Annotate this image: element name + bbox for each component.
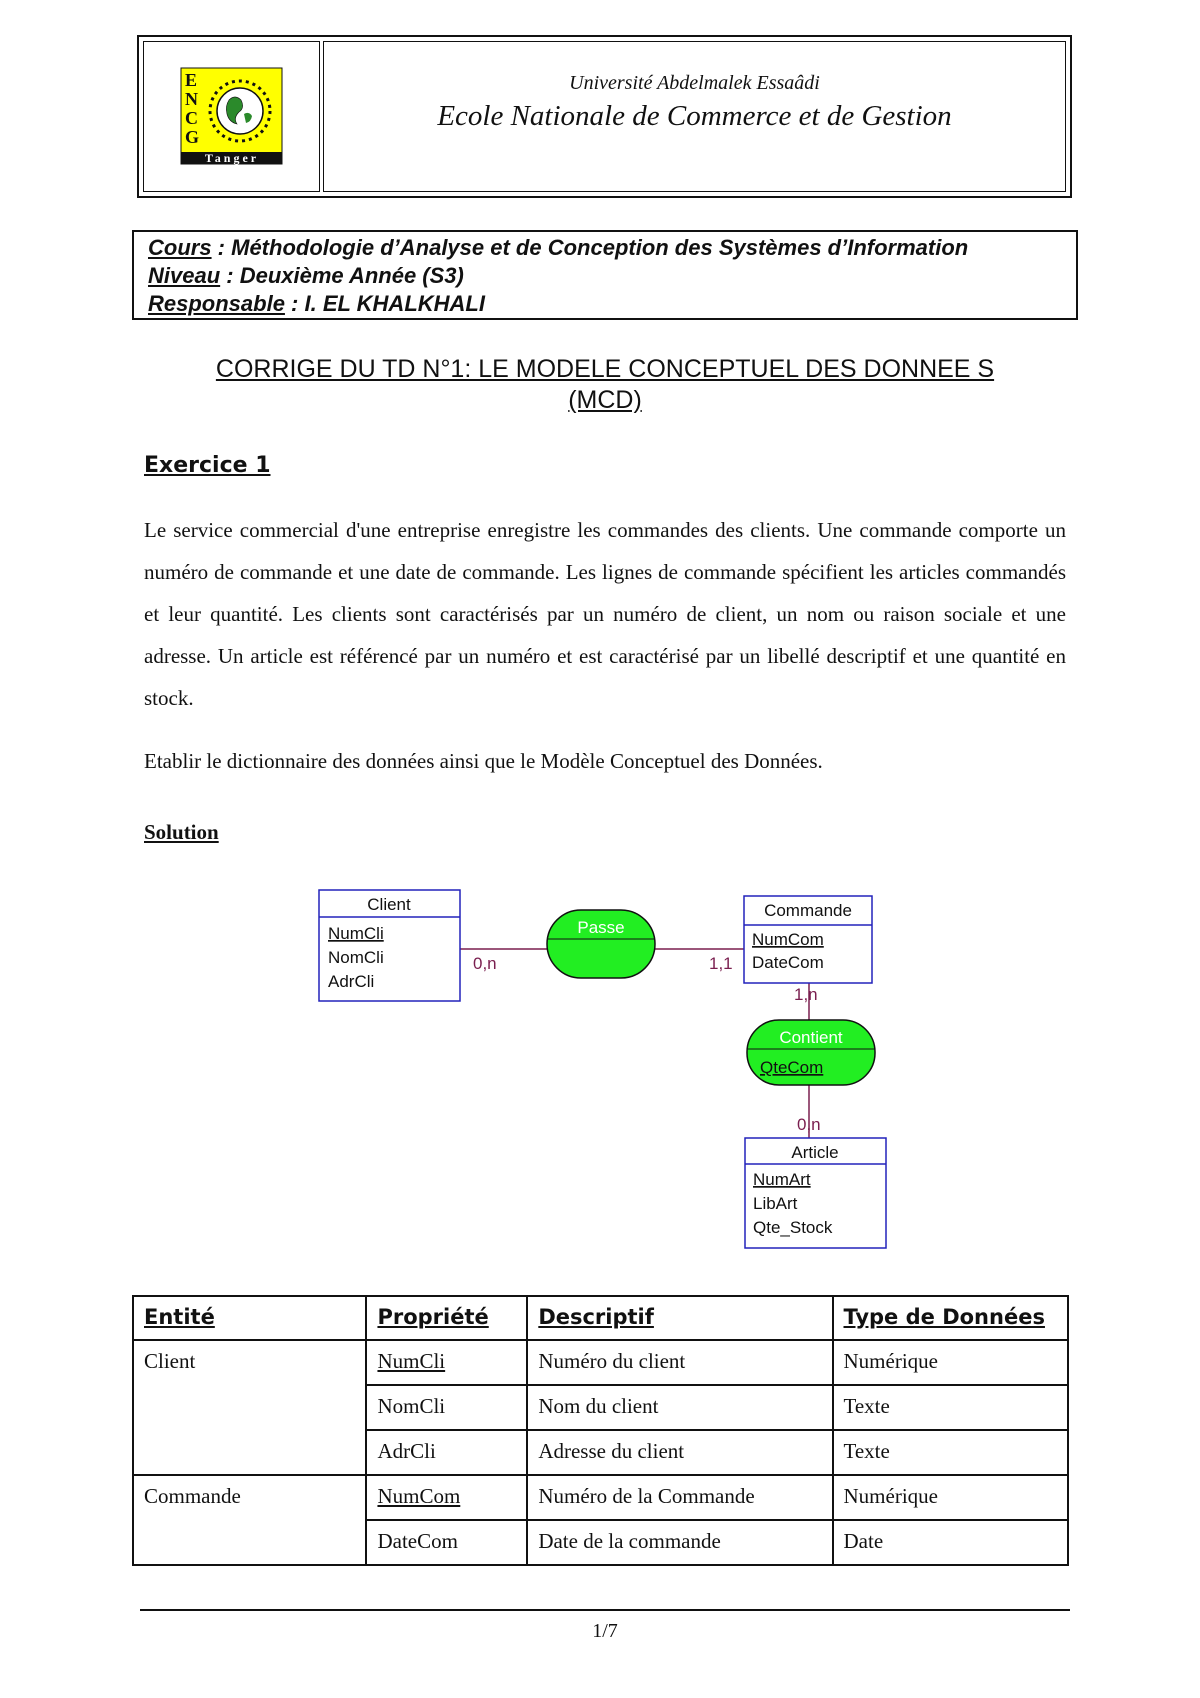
table-cell-type: Numérique — [833, 1340, 1069, 1385]
logo-city: Tanger — [204, 151, 260, 165]
entity-client — [319, 890, 460, 1001]
cardinality-client-passe: 0,n — [473, 954, 497, 973]
table-header-cell: Descriptif — [527, 1296, 832, 1340]
table-cell-type: Numérique — [833, 1475, 1069, 1520]
table-cell-property: NumCom — [366, 1475, 527, 1520]
entity-commande-attr: DateCom — [752, 953, 824, 972]
title-line-2: (MCD) — [568, 386, 642, 414]
cardinality-commande-passe: 1,1 — [709, 954, 733, 973]
course-value: : Méthodologie d’Analyse et de Conception des Systèmes d’Information — [211, 235, 969, 260]
entity-article-attr: Qte_Stock — [753, 1218, 833, 1237]
entity-client-key: NumCli — [328, 924, 384, 943]
title-line-1: CORRIGE DU TD N°1: LE MODELE CONCEPTUEL DES DONNEE S — [215, 355, 995, 383]
level-label: Niveau — [148, 263, 221, 288]
table-row — [133, 1340, 1068, 1385]
page-number: 1/7 — [592, 1620, 618, 1642]
table-cell-type: Texte — [833, 1385, 1069, 1430]
table-row — [133, 1475, 1068, 1520]
logo-letter: C — [185, 108, 198, 128]
entity-commande-name: Commande — [764, 901, 852, 920]
exercise-title: Exercice 1 — [144, 453, 271, 478]
table-cell-type: Date — [833, 1520, 1069, 1565]
table-header-cell: Type de Données — [833, 1296, 1069, 1340]
responsible-label: Responsable — [148, 291, 285, 316]
exercise-statement: Le service commercial d'une entreprise enregistre les commandes des clients. Une commande comporte un numéro de commande et une date de commande. Les lignes de commande spécifient les articles commandés et leur quantité. Les clients sont caractérisés par un numéro de client, un nom ou raison sociale et une adresse. Un article est référencé par un numéro et est caractérisé par un libellé descriptif et une quantité en stock. — [144, 518, 1066, 710]
relation-contient — [747, 1020, 875, 1085]
table-cell-description: Adresse du client — [527, 1430, 832, 1475]
table-cell-description: Date de la commande — [527, 1520, 832, 1565]
logo-letter: E — [185, 70, 198, 90]
entity-client-name: Client — [367, 895, 411, 914]
table-cell-entity: Commande — [133, 1475, 366, 1565]
table-cell-description: Nom du client — [527, 1385, 832, 1430]
table-cell-property: NumCli — [366, 1340, 527, 1385]
footer-divider — [140, 1609, 1070, 1611]
solution-heading: Solution — [144, 820, 219, 844]
table-cell-type: Texte — [833, 1430, 1069, 1475]
entity-article-key: NumArt — [753, 1170, 811, 1189]
relation-contient-attr: QteCom — [760, 1058, 824, 1077]
logo-letter: G — [185, 127, 200, 147]
exercise-instruction: Etablir le dictionnaire des données ainsi que le Modèle Conceptuel des Données. — [144, 749, 823, 773]
entity-client-attr: AdrCli — [328, 972, 375, 991]
entity-commande — [744, 896, 872, 983]
entity-client-attr: NomCli — [328, 948, 384, 967]
logo-letter: N — [185, 89, 198, 109]
entity-article-name: Article — [791, 1143, 839, 1162]
table-header-cell: Entité — [133, 1296, 366, 1340]
table-header-row — [133, 1296, 1068, 1340]
data-dictionary-table — [132, 1295, 1069, 1566]
table-cell-description: Numéro de la Commande — [527, 1475, 832, 1520]
table-cell-property: DateCom — [366, 1520, 527, 1565]
university-name: Université Abdelmalek Essaâdi — [569, 72, 820, 94]
school-name: Ecole Nationale de Commerce et de Gestion — [437, 100, 952, 132]
table-cell-property: NomCli — [366, 1385, 527, 1430]
cardinality-article-contient: 0,n — [797, 1115, 821, 1134]
responsible-value: : I. EL KHALKHALI — [284, 291, 485, 316]
relation-contient-name: Contient — [779, 1028, 843, 1047]
level-value: : Deuxième Année (S3) — [220, 263, 464, 288]
entity-article-attr: LibArt — [753, 1194, 798, 1213]
relation-passe — [547, 910, 655, 978]
table-cell-property: AdrCli — [366, 1430, 527, 1475]
table-header-cell: Propriété — [366, 1296, 527, 1340]
entity-article — [745, 1138, 886, 1248]
table-cell-entity: Client — [133, 1340, 366, 1475]
cardinality-commande-contient: 1,n — [794, 985, 818, 1004]
table-cell-description: Numéro du client — [527, 1340, 832, 1385]
entity-commande-key: NumCom — [752, 930, 824, 949]
course-label: Cours — [148, 235, 212, 260]
relation-passe-name: Passe — [577, 918, 625, 937]
